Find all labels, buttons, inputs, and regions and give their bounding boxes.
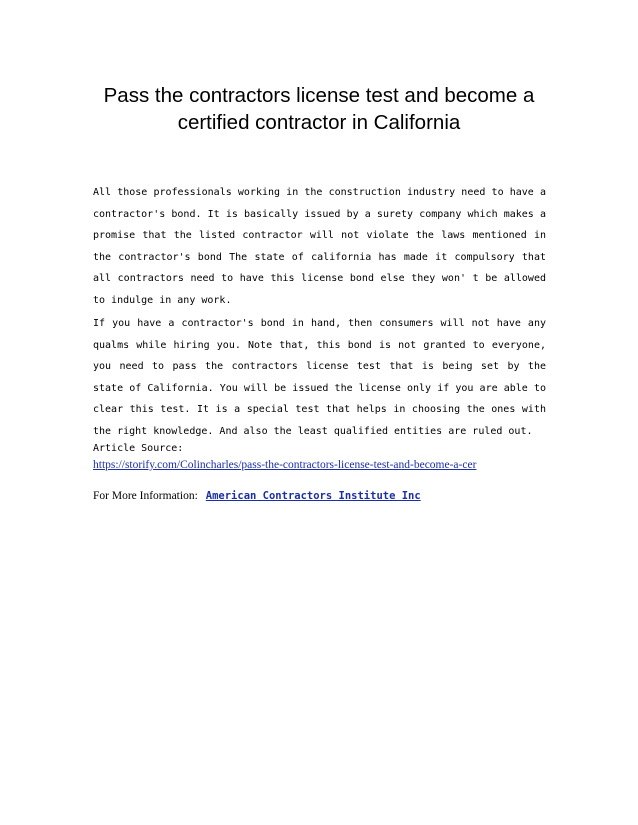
article-source	[93, 441, 553, 473]
article-source-label: Article Source:	[93, 443, 184, 454]
paragraph-bond-requirement: All those professionals working in the construction industry need to have a contractor's bond. It is basically issued by a surety company which makes a promise that the listed contractor will not violate the laws mentioned in the contractor's bond The state of california has made it compulsory that all contractors need to have this license bond else they won' t be allowed to indulge in any work.	[93, 187, 546, 306]
more-information	[93, 486, 421, 504]
paragraph-license-test: If you have a contractor's bond in hand, then consumers will not have any qualms while hiring you. Note that, this bond is not granted to everyone, you need to pass the contractors license test that is being set by the state of California. You will be issued the license only if you are able to clear this test. It is a special test that helps in choosing the ones with the right knowledge. And also the least qualified entities are ruled out.	[93, 318, 546, 437]
article-source-link[interactable]: https://storify.com/Colincharles/pass-the-contractors-license-test-and-become-a-cer	[93, 459, 477, 471]
more-information-label: For More Information:	[93, 490, 198, 502]
more-information-link[interactable]: American Contractors Institute Inc	[205, 490, 421, 502]
document-title: Pass the contractors license test and become a certified contractor in California	[103, 84, 535, 134]
